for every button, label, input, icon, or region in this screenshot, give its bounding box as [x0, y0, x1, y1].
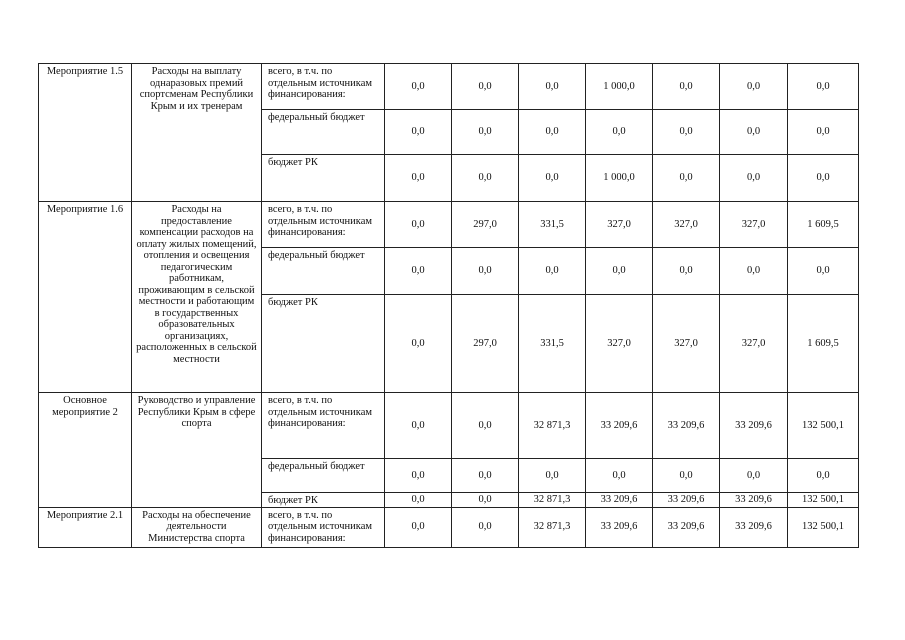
amount-cell: 0,0: [452, 393, 519, 459]
amount-cell: 132 500,1: [788, 393, 859, 459]
amount-cell: 327,0: [720, 202, 788, 248]
amount-cell: 33 209,6: [720, 507, 788, 547]
measure-name: Основное мероприятие 2: [39, 393, 132, 508]
financing-table: [38, 63, 859, 548]
funding-source-label: всего, в т.ч. по отдельным источникам финансирования:: [262, 393, 385, 459]
table-row: [39, 393, 859, 459]
amount-cell: 0,0: [586, 459, 653, 493]
amount-cell: 297,0: [452, 295, 519, 393]
financing-table-body: [39, 64, 859, 548]
amount-cell: 0,0: [519, 248, 586, 295]
amount-cell: 33 209,6: [720, 393, 788, 459]
amount-cell: 1 000,0: [586, 64, 653, 110]
measure-description: Расходы на обеспечение деятельности Министерства спорта: [132, 507, 262, 547]
table-row: [39, 202, 859, 248]
funding-source-label: бюджет РК: [262, 155, 385, 202]
table-row: [39, 64, 859, 110]
amount-cell: 0,0: [519, 64, 586, 110]
amount-cell: 33 209,6: [720, 493, 788, 508]
amount-cell: 1 609,5: [788, 295, 859, 393]
amount-cell: 0,0: [452, 110, 519, 155]
amount-cell: 33 209,6: [586, 493, 653, 508]
amount-cell: 32 871,3: [519, 393, 586, 459]
amount-cell: 327,0: [586, 202, 653, 248]
amount-cell: 331,5: [519, 295, 586, 393]
amount-cell: 0,0: [519, 110, 586, 155]
amount-cell: 0,0: [385, 459, 452, 493]
funding-source-label: всего, в т.ч. по отдельным источникам финансирования:: [262, 202, 385, 248]
amount-cell: 0,0: [385, 295, 452, 393]
measure-name: Мероприятие 1.6: [39, 202, 132, 393]
measure-name: Мероприятие 2.1: [39, 507, 132, 547]
measure-description: Расходы на выплату однаразовых премий спортсменам Республики Крым и их тренерам: [132, 64, 262, 202]
amount-cell: 0,0: [653, 248, 720, 295]
amount-cell: 0,0: [653, 110, 720, 155]
amount-cell: 0,0: [452, 248, 519, 295]
amount-cell: 1 000,0: [586, 155, 653, 202]
amount-cell: 0,0: [385, 64, 452, 110]
amount-cell: 0,0: [519, 459, 586, 493]
table-row: [39, 507, 859, 547]
amount-cell: 0,0: [653, 64, 720, 110]
funding-source-label: федеральный бюджет: [262, 459, 385, 493]
amount-cell: 132 500,1: [788, 493, 859, 508]
amount-cell: 0,0: [720, 155, 788, 202]
funding-source-label: федеральный бюджет: [262, 110, 385, 155]
measure-description: Руководство и управление Республики Крым в сфере спорта: [132, 393, 262, 508]
amount-cell: 0,0: [452, 507, 519, 547]
amount-cell: 33 209,6: [586, 507, 653, 547]
amount-cell: 327,0: [653, 202, 720, 248]
funding-source-label: бюджет РК: [262, 295, 385, 393]
amount-cell: 297,0: [452, 202, 519, 248]
amount-cell: 32 871,3: [519, 507, 586, 547]
funding-source-label: федеральный бюджет: [262, 248, 385, 295]
amount-cell: 0,0: [788, 459, 859, 493]
amount-cell: 0,0: [653, 155, 720, 202]
amount-cell: 0,0: [385, 507, 452, 547]
amount-cell: 0,0: [385, 248, 452, 295]
amount-cell: 32 871,3: [519, 493, 586, 508]
amount-cell: 0,0: [385, 202, 452, 248]
amount-cell: 0,0: [452, 64, 519, 110]
amount-cell: 1 609,5: [788, 202, 859, 248]
amount-cell: 0,0: [452, 155, 519, 202]
amount-cell: 0,0: [788, 64, 859, 110]
amount-cell: 132 500,1: [788, 507, 859, 547]
amount-cell: 0,0: [385, 155, 452, 202]
amount-cell: 0,0: [452, 493, 519, 508]
measure-name: Мероприятие 1.5: [39, 64, 132, 202]
amount-cell: 331,5: [519, 202, 586, 248]
amount-cell: 0,0: [788, 248, 859, 295]
amount-cell: 0,0: [788, 155, 859, 202]
amount-cell: 0,0: [720, 64, 788, 110]
amount-cell: 33 209,6: [586, 393, 653, 459]
amount-cell: 0,0: [720, 110, 788, 155]
amount-cell: 0,0: [385, 110, 452, 155]
measure-description: Расходы на предоставление компенсации расходов на оплату жилых помещений, отопления и освещения педагогическим работникам, проживающим в сельской местности и работающим в государственных образовательных организациях, расположенных в сельской местности: [132, 202, 262, 393]
amount-cell: 0,0: [586, 110, 653, 155]
amount-cell: 0,0: [720, 248, 788, 295]
funding-source-label: бюджет РК: [262, 493, 385, 508]
funding-source-label: всего, в т.ч. по отдельным источникам финансирования:: [262, 507, 385, 547]
amount-cell: 0,0: [653, 459, 720, 493]
amount-cell: 33 209,6: [653, 507, 720, 547]
amount-cell: 0,0: [385, 493, 452, 508]
amount-cell: 0,0: [720, 459, 788, 493]
funding-source-label: всего, в т.ч. по отдельным источникам финансирования:: [262, 64, 385, 110]
amount-cell: 33 209,6: [653, 393, 720, 459]
amount-cell: 327,0: [653, 295, 720, 393]
amount-cell: 327,0: [586, 295, 653, 393]
amount-cell: 0,0: [519, 155, 586, 202]
amount-cell: 0,0: [586, 248, 653, 295]
amount-cell: 327,0: [720, 295, 788, 393]
amount-cell: 0,0: [385, 393, 452, 459]
amount-cell: 0,0: [788, 110, 859, 155]
amount-cell: 0,0: [452, 459, 519, 493]
amount-cell: 33 209,6: [653, 493, 720, 508]
